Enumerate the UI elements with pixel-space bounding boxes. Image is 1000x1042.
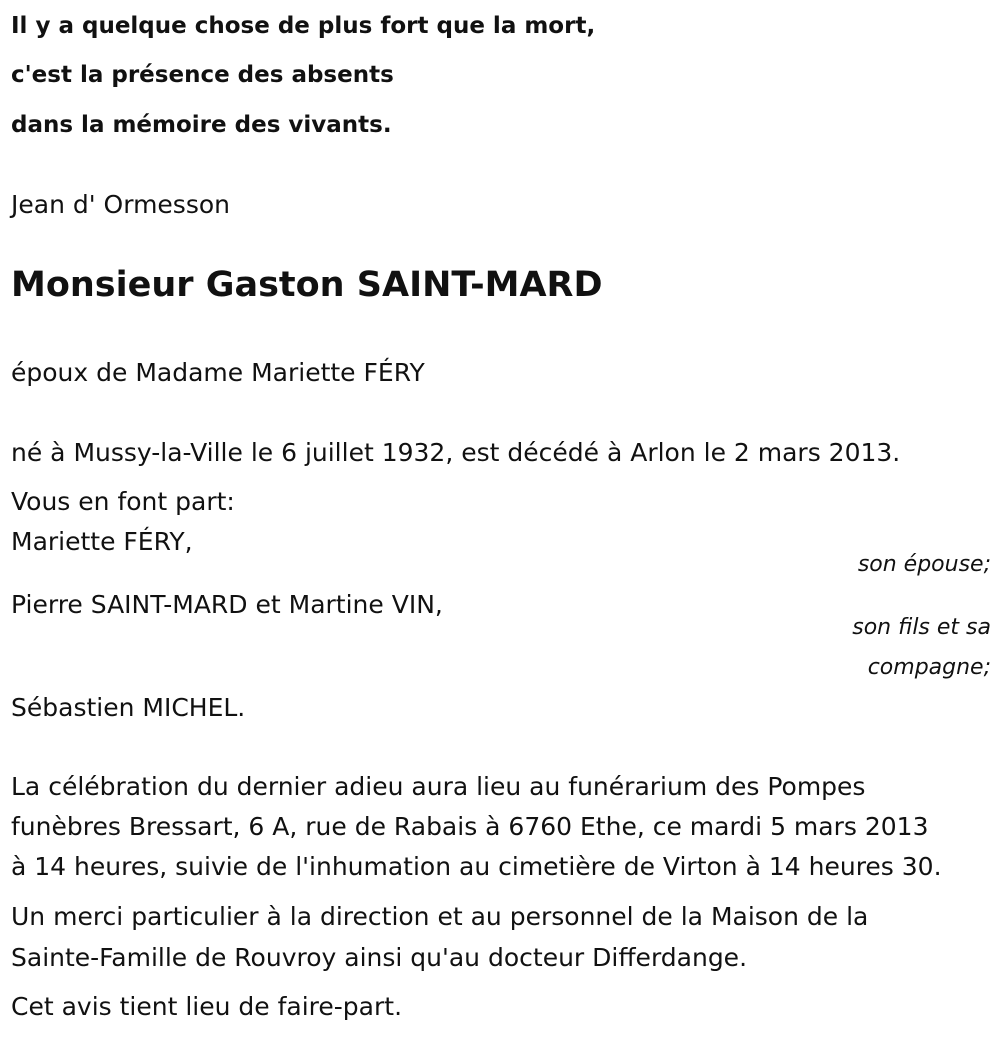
family-member-relation: compagne; [867, 655, 991, 680]
thanks-line-2: Sainte-Famille de Rouvroy ainsi qu'au docteur Differdange. [11, 943, 748, 972]
family-member-relation: son épouse; [857, 552, 991, 577]
family-member-name: Sébastien MICHEL. [11, 693, 246, 722]
quote-line-3: dans la mémoire des vivants. [11, 112, 392, 138]
family-intro: Vous en font part: [11, 487, 235, 516]
ceremony-line-1: La célébration du dernier adieu aura lieu au funérarium des Pompes [11, 772, 866, 801]
family-member-relation: son fils et sa [852, 615, 991, 640]
spouse-line: époux de Madame Mariette FÉRY [11, 358, 425, 387]
thanks-line-1: Un merci particulier à la direction et au personnel de la Maison de la [11, 902, 869, 931]
ceremony-line-3: à 14 heures, suivie de l'inhumation au cimetière de Virton à 14 heures 30. [11, 852, 942, 881]
ceremony-line-2: funèbres Bressart, 6 A, rue de Rabais à 6760 Ethe, ce mardi 5 mars 2013 [11, 812, 929, 841]
family-member-name: Mariette FÉRY, [11, 527, 193, 556]
quote-line-2: c'est la présence des absents [11, 62, 394, 88]
family-member-name: Pierre SAINT-MARD et Martine VIN, [11, 590, 443, 619]
closing-line: Cet avis tient lieu de faire-part. [11, 992, 403, 1021]
quote-author: Jean d' Ormesson [11, 190, 230, 219]
birth-death-line: né à Mussy-la-Ville le 6 juillet 1932, est décédé à Arlon le 2 mars 2013. [11, 438, 901, 467]
deceased-name: Monsieur Gaston SAINT-MARD [11, 265, 603, 305]
quote-line-1: Il y a quelque chose de plus fort que la mort, [11, 13, 596, 39]
